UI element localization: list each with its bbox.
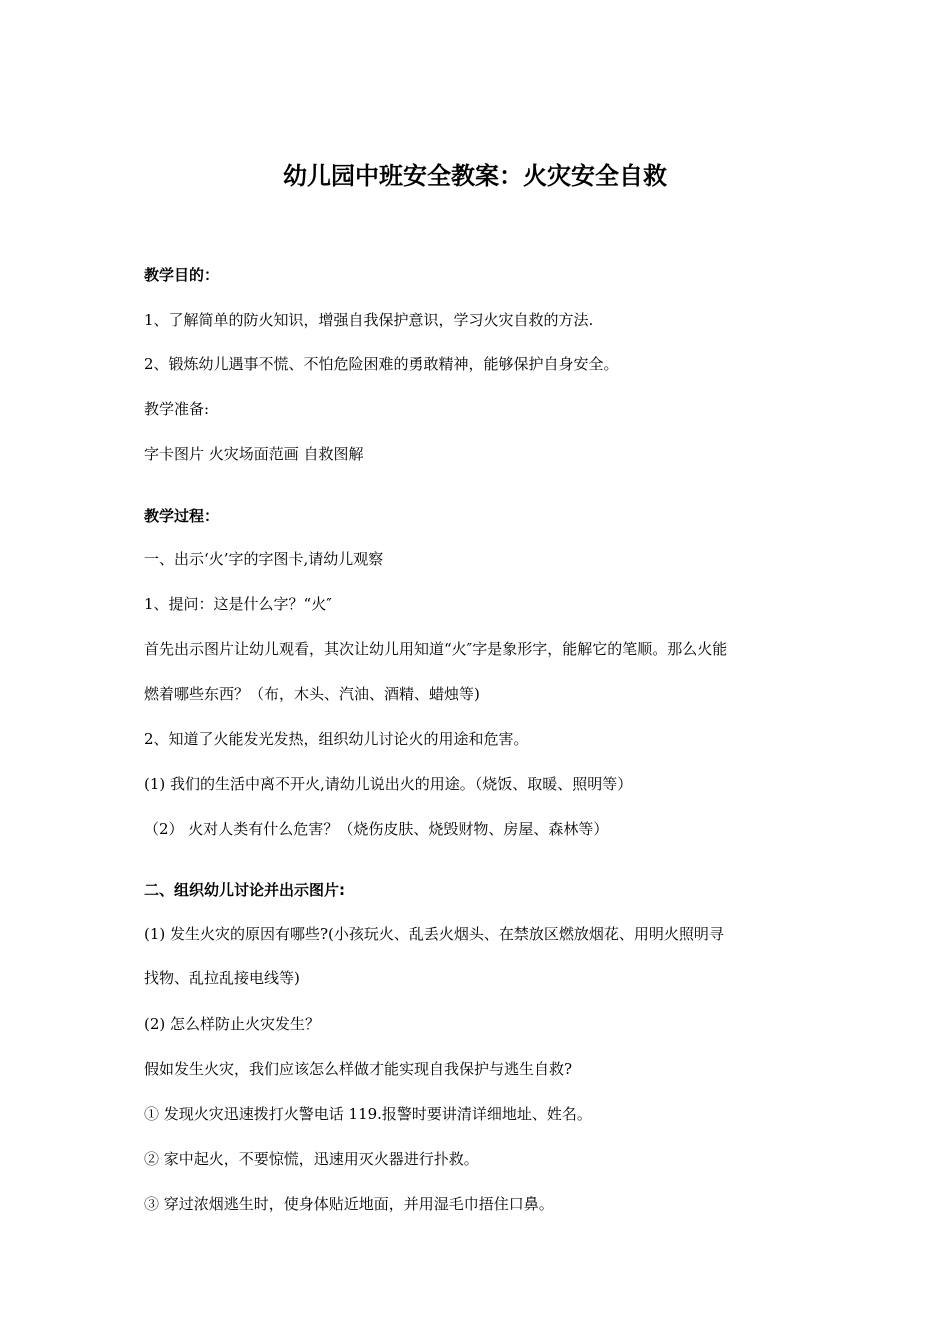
paragraph-line: ① 发现火灾迅速拨打火警电话 119.报警时要讲清详细地址、姓名。 xyxy=(144,1105,592,1123)
paragraph-line: ② 家中起火，不要惊慌，迅速用灭火器进行扑救。 xyxy=(144,1150,479,1168)
paragraph-line: 首先出示图片让幼儿观看，其次让幼儿用知道“火″字是象形字，能解它的笔顺。那么火能 xyxy=(144,640,728,658)
paragraph-line: (1) 我们的生活中离不开火,请幼儿说出火的用途。（烧饭、取暖、照明等） xyxy=(144,775,633,793)
paragraph-line: 假如发生火灾，我们应该怎么样做才能实现自我保护与逃生自救? xyxy=(144,1060,573,1078)
paragraph-line: ③ 穿过浓烟逃生时，使身体贴近地面，并用湿毛巾捂住口鼻。 xyxy=(144,1195,554,1213)
paragraph-line: 燃着哪些东西？（布，木头、汽油、酒精、蜡烛等) xyxy=(144,685,480,703)
paragraph-line: 2、锻炼幼儿遇事不慌、不怕危险困难的勇敢精神，能够保护自身安全。 xyxy=(144,355,619,373)
section-heading-objectives: 教学目的： xyxy=(144,266,220,284)
document-title: 幼儿园中班安全教案：火灾安全自救 xyxy=(283,162,667,190)
paragraph-line: 1、提问：这是什么字？“火″ xyxy=(144,595,332,613)
paragraph-line: （2） 火对人类有什么危害？（烧伤皮肤、烧毁财物、房屋、森林等） xyxy=(144,820,609,838)
paragraph-line: (1) 发生火灾的原因有哪些?(小孩玩火、乱丢火烟头、在禁放区燃放烟花、用明火照明寻 xyxy=(144,925,724,943)
paragraph-line: 找物、乱拉乱接电线等) xyxy=(144,969,300,987)
paragraph-line: 2、知道了火能发光发热，组织幼儿讨论火的用途和危害。 xyxy=(144,730,529,748)
paragraph-line: 1、了解简单的防火知识，增强自我保护意识，学习火灾自救的方法. xyxy=(144,311,594,329)
paragraph-line: (2) 怎么样防止火灾发生？ xyxy=(144,1015,321,1033)
paragraph-line: 一、出示‘火’字的字图卡,请幼儿观察 xyxy=(144,550,384,568)
paragraph-line: 字卡图片 火灾场面范画 自救图解 xyxy=(144,445,364,463)
section-heading-preparation: 教学准备: xyxy=(144,400,210,418)
section-heading-discussion: 二、组织幼儿讨论并出示图片: xyxy=(144,881,345,899)
section-heading-process: 教学过程： xyxy=(144,507,220,525)
